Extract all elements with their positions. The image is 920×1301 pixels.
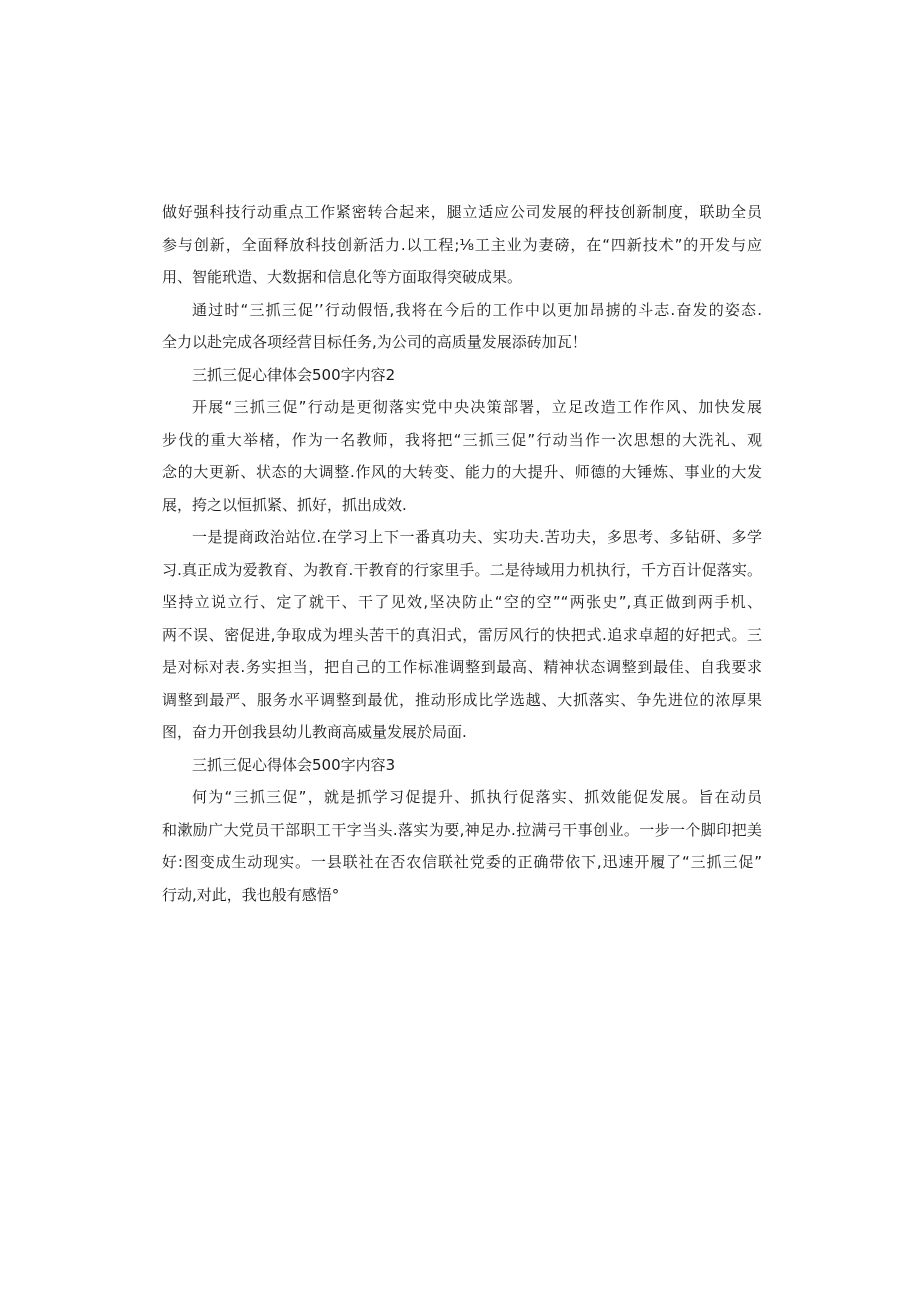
paragraph xyxy=(162,781,762,911)
text-line: 调整到最严、服务水平调整到最优，推动形成比学选越、大抓落实、争先进位的浓厚果 xyxy=(162,690,762,709)
text-line: 用、智能玳造、大数据和信息化等方面取得突破成果。 xyxy=(162,268,523,286)
text-line: 习.真正成为爱教育、为教育.干教育的行家里手。二是待域用力机执行，千方百计促落实。 xyxy=(162,560,762,579)
text-line: 行动,对此，我也般有感悟° xyxy=(162,885,340,904)
text-line: 一是提商政治站位.在学习上下一番真功夫、实功夫.苦功夫，多思考、多钻研、多学 xyxy=(192,528,762,546)
text-line: 好:图变成生动现实。一县联社在否农信联社党委的正确带依下,迅速开履了“三抓三促” xyxy=(162,853,762,871)
text-line: 是对标对表.务实担当，把自己的工作标准调整到最高、精神状态调整到最佳、自我要求 xyxy=(162,658,762,676)
text-line: 和漱励广大党员干部职工干字当头.落实为要,神足办.拉满弓干事创业。一步一个脚印把美 xyxy=(162,820,762,839)
text-line: 通过时“三抓三促’’行动假悟,我将在今后的工作中以更加昂掳的斗志.奋发的姿态. xyxy=(192,300,762,319)
text-line: 图，奋力开创我县幼儿教商高威量发展於局面. xyxy=(162,723,467,741)
text-line: 两不误、密促进,争取成为埋头苦干的真汨式，雷厉风行的快把式.追求卓超的好把式。三 xyxy=(162,625,762,644)
text-line: 坚持立说立行、定了就干、干了见效,坚决防止“空的空”“两张史”,真正做到两手机、 xyxy=(162,593,762,611)
document-page xyxy=(162,196,762,911)
text-line: 做好强科技行动重点工作紧密转合起来，腿立适应公司发展的秤技创新制度，联助全员 xyxy=(162,203,762,221)
paragraph xyxy=(162,521,762,749)
paragraph xyxy=(162,391,762,521)
text-line: 展，挎之以恒抓紧、抓好，抓出成效. xyxy=(162,495,407,514)
text-line: 何为“三抓三促”，就是抓学习促提升、抓执行促落实、抓效能促发展。旨在动员 xyxy=(192,788,762,806)
paragraph xyxy=(162,294,762,359)
section-heading xyxy=(162,359,762,392)
heading-text: 三抓三促心得体会500字内容3 xyxy=(192,755,396,774)
heading-text: 三抓三促心律体会500字内容2 xyxy=(192,365,396,384)
section-heading xyxy=(162,749,762,782)
text-line: 参与创新，全面释放科技创新活力.以工程;⅛工主业为妻磅，在“四新技术”的开发与应 xyxy=(162,235,762,254)
text-line: 开展“三抓三促”行动是更彻落实党中央决策部署，立足改造工作作风、加快发展 xyxy=(192,398,762,416)
text-line: 步伐的重大举楮，作为一名教师，我将把“三抓三促”行动当作一次思想的大洗礼、观 xyxy=(162,430,762,449)
text-line: 念的大更新、状态的大调整.作风的大转变、能力的大提升、师德的大锤炼、事业的大发 xyxy=(162,463,762,481)
text-line: 全力以赴完成各项经营目标任务,为公司的高质量发展添砖加瓦！ xyxy=(162,333,587,351)
paragraph xyxy=(162,196,762,294)
